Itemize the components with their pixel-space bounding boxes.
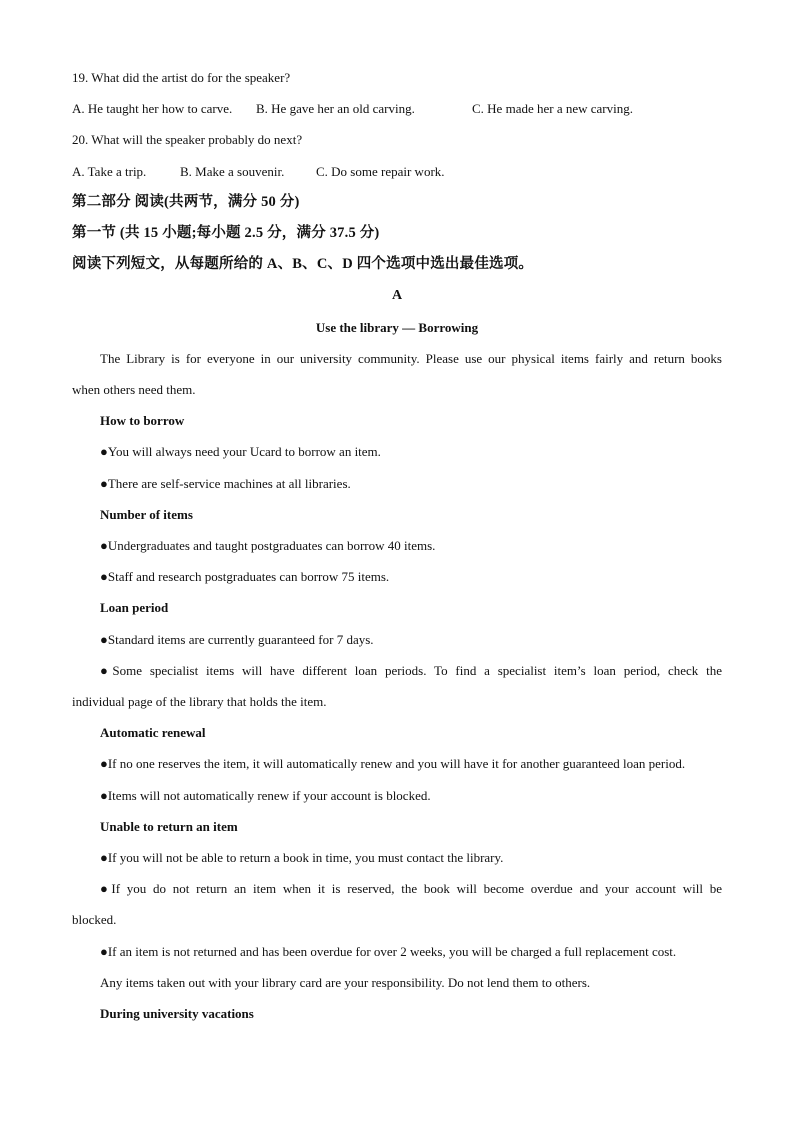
- q19-option-b: B. He gave her an old carving.: [256, 101, 415, 117]
- q19-option-c: C. He made her a new carving.: [472, 101, 633, 117]
- page-content: [72, 62, 722, 1029]
- list-item: ●Items will not automatically renew if your account is blocked.: [100, 787, 431, 803]
- list-item-continuation: blocked.: [72, 912, 117, 928]
- passage-title: Use the library — Borrowing: [315, 319, 479, 335]
- list-item: ●Staff and research postgraduates can borrow 75 items.: [100, 569, 390, 585]
- list-item: ●If you will not be able to return a book in time, you must contact the library.: [100, 850, 504, 866]
- q20-option-c: C. Do some repair work.: [316, 163, 445, 179]
- heading-unable-to-return: Unable to return an item: [100, 818, 238, 834]
- heading-number-of-items: Number of items: [100, 506, 193, 522]
- list-item: ●If no one reserves the item, it will automatically renew and you will have it for another guaranteed loan period.: [100, 756, 686, 772]
- q20-option-b: B. Make a souvenir.: [180, 163, 285, 179]
- list-item: ●There are self-service machines at all libraries.: [100, 475, 351, 491]
- question-20-options: [72, 156, 722, 187]
- list-item: ●You will always need your Ucard to borrow an item.: [100, 444, 381, 460]
- heading-university-vacations: During university vacations: [100, 1006, 254, 1022]
- heading-automatic-renewal: Automatic renewal: [100, 725, 206, 741]
- part-title: 第二部分 阅读(共两节，满分 50 分): [72, 193, 300, 210]
- question-19-options: [72, 93, 722, 124]
- list-item: ●Standard items are currently guaranteed for 7 days.: [100, 631, 374, 647]
- list-item: ●If you do not return an item when it is reserved, the book will become overdue and your account will be: [100, 881, 722, 897]
- section-instruction: 阅读下列短文，从每题所给的 A、B、C、D 四个选项中选出最佳选项。: [72, 256, 534, 273]
- intro-line-2: when others need them.: [72, 382, 196, 398]
- passage-letter: A: [391, 288, 403, 304]
- intro-line-1: The Library is for everyone in our university community. Please use our physical items fairly and return books: [100, 350, 722, 366]
- heading-loan-period: Loan period: [100, 600, 169, 616]
- q20-option-a: A. Take a trip.: [72, 163, 147, 179]
- responsibility-note: Any items taken out with your library card are your responsibility. Do not lend them to others.: [100, 974, 591, 990]
- section-subtitle: 第一节 (共 15 小题;每小题 2.5 分，满分 37.5 分): [72, 225, 380, 242]
- question-20: 20. What will the speaker probably do next?: [72, 132, 303, 148]
- list-item: ●Undergraduates and taught postgraduates can borrow 40 items.: [100, 538, 436, 554]
- list-item: ●If an item is not returned and has been overdue for over 2 weeks, you will be charged a full replacement cost.: [100, 943, 677, 959]
- question-19: 19. What did the artist do for the speaker?: [72, 70, 291, 85]
- list-item: ●Some specialist items will have different loan periods. To find a specialist item’s loan period, check the: [100, 662, 722, 678]
- q19-option-a: A. He taught her how to carve.: [72, 101, 233, 117]
- heading-how-to-borrow: How to borrow: [100, 413, 185, 429]
- list-item-continuation: individual page of the library that holds the item.: [72, 694, 327, 710]
